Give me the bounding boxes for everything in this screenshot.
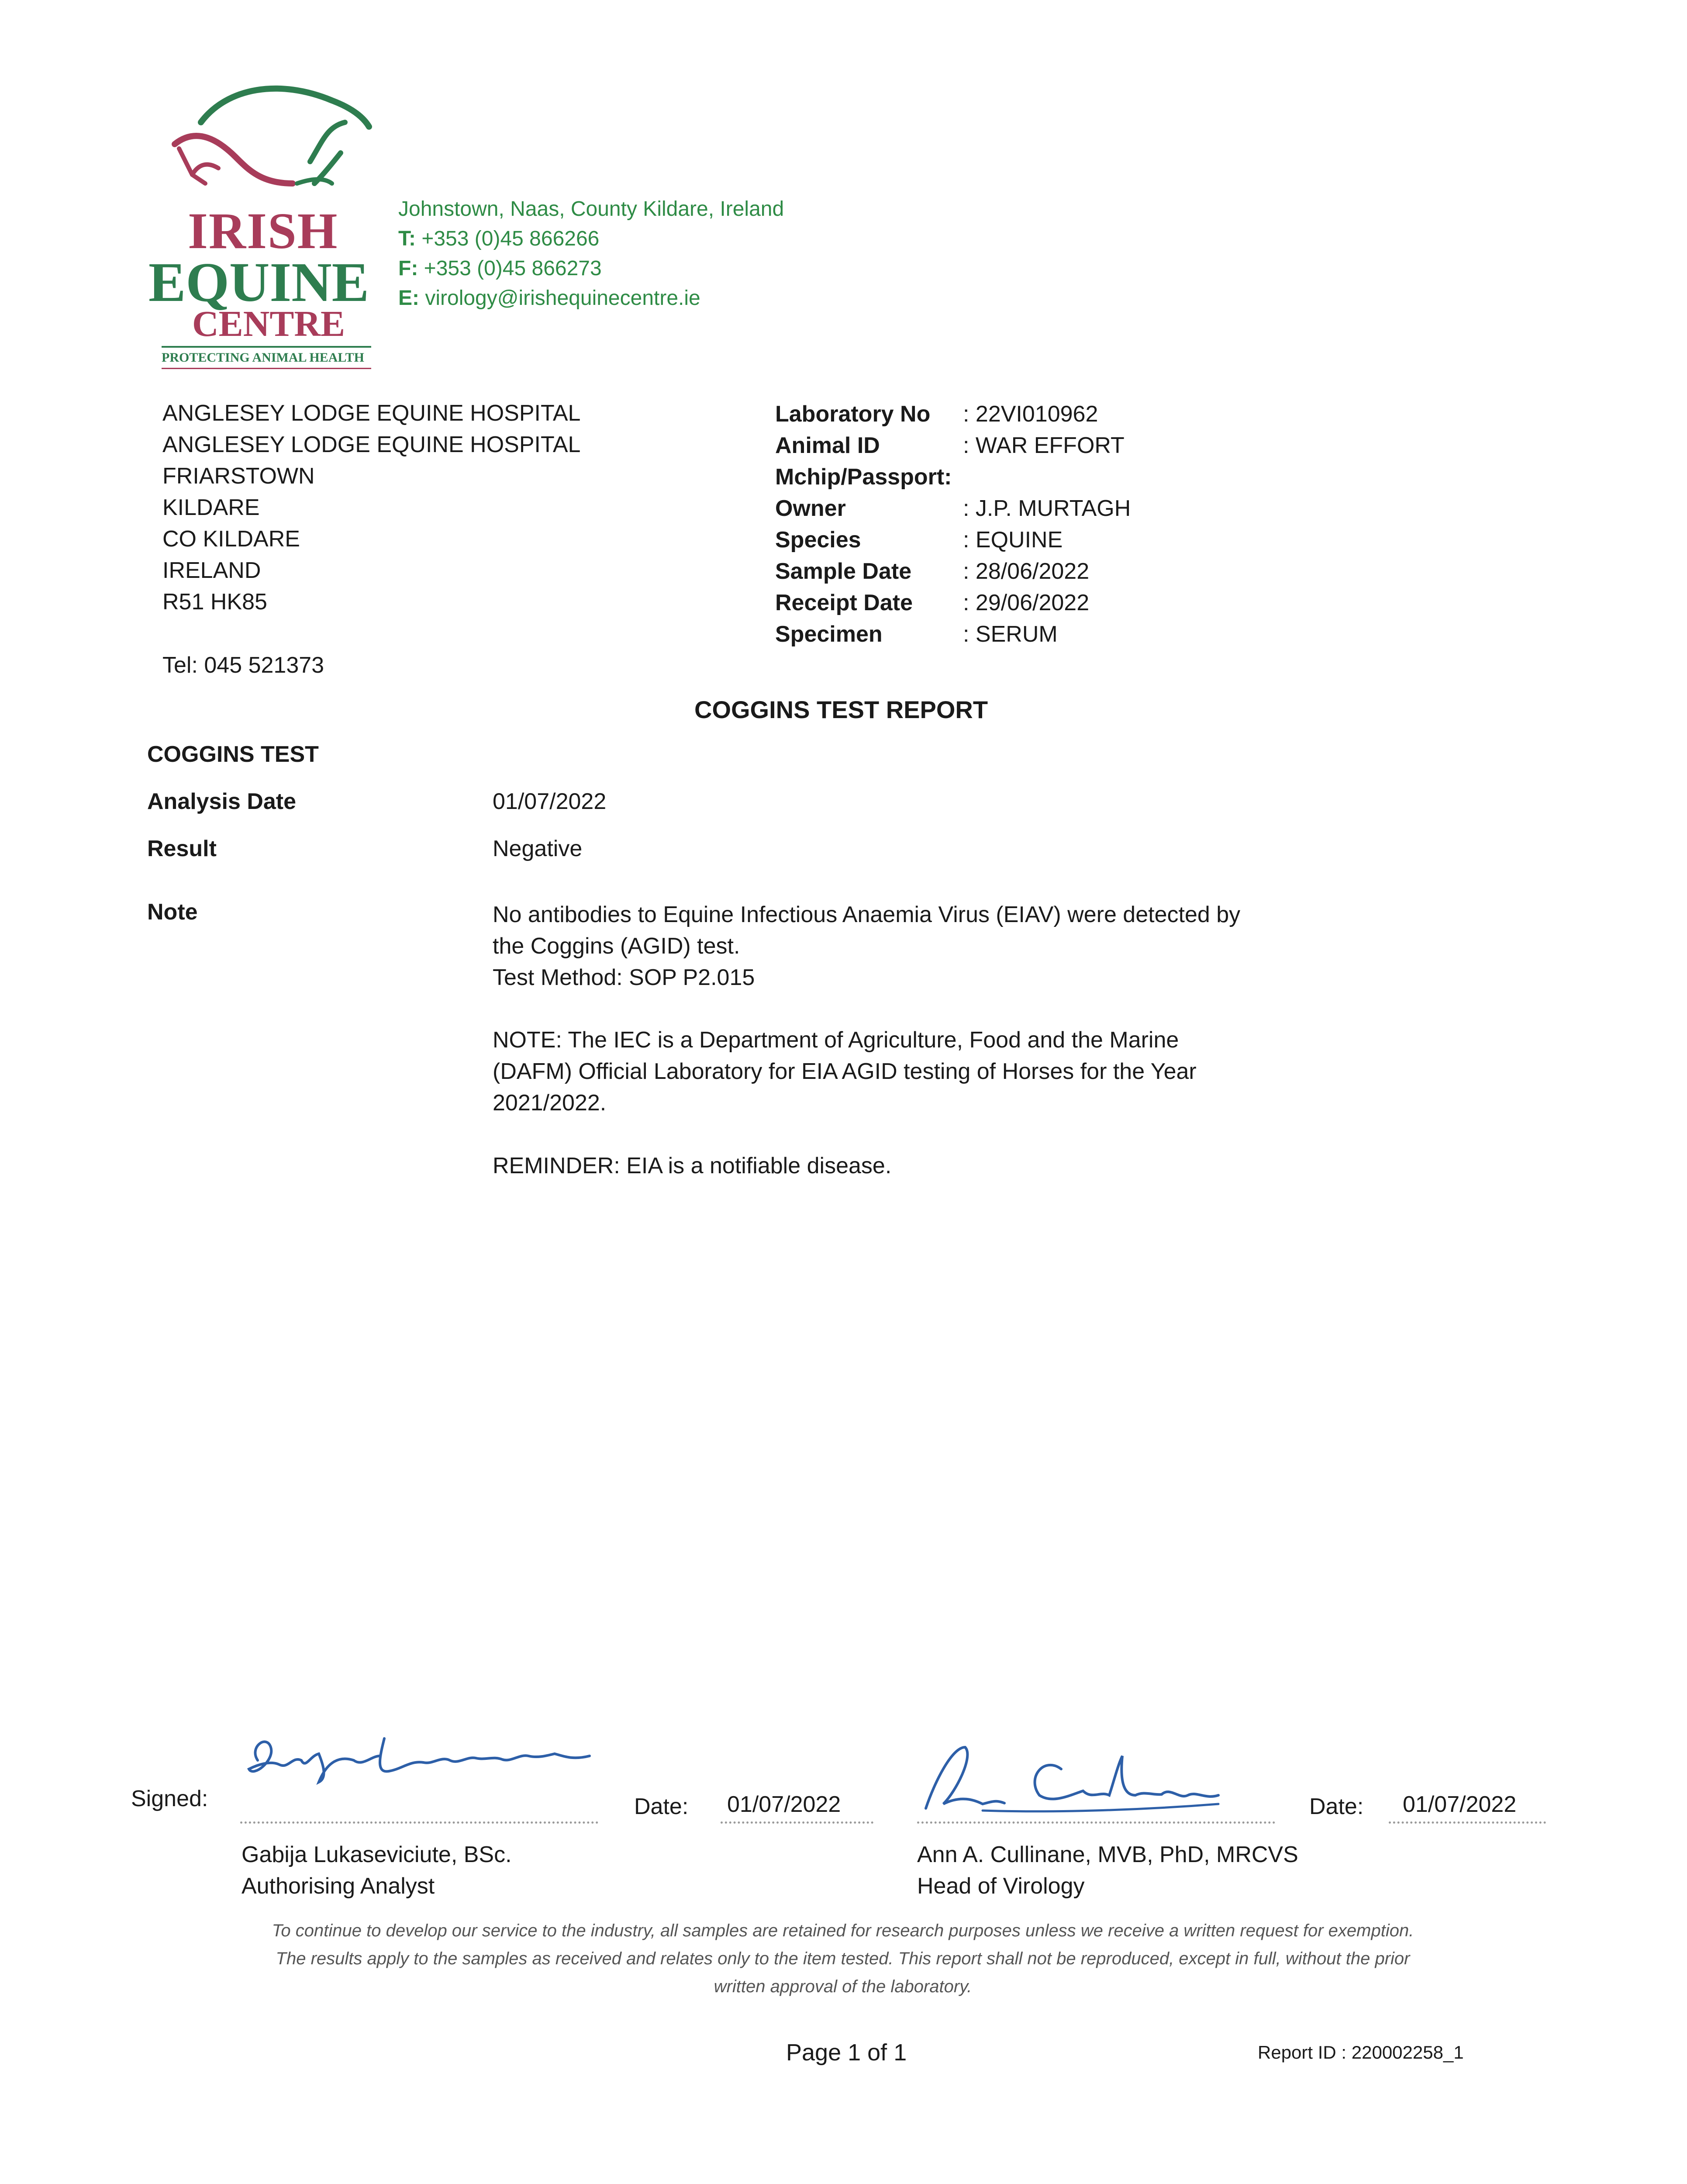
dafm-note-line: (DAFM) Official Laboratory for EIA AGID testing of Horses for the Year <box>493 1059 1197 1084</box>
contact-phone: +353 (0)45 866266 <box>421 227 600 250</box>
note-text <box>493 899 1322 993</box>
sample-row <box>775 432 1256 464</box>
signer-left <box>241 1839 512 1902</box>
footer-line: written approval of the laboratory. <box>714 1977 972 1996</box>
email-label: E: <box>398 287 419 310</box>
recipient-line: FRIARSTOWN <box>162 463 315 489</box>
signature-left-line <box>240 1821 598 1824</box>
report-id: Report ID : 220002258_1 <box>1258 2042 1464 2063</box>
result-label: Result <box>147 836 217 861</box>
recipient-line: KILDARE <box>162 495 260 520</box>
sample-row <box>775 464 1256 495</box>
signer-left-role: Authorising Analyst <box>241 1873 435 1899</box>
recipient-line: ANGLESEY LODGE EQUINE HOSPITAL <box>162 401 581 426</box>
recipient-line: IRELAND <box>162 558 261 583</box>
sample-value: : SERUM <box>963 622 1058 647</box>
sample-row <box>775 401 1256 432</box>
fax-label: F: <box>398 257 418 280</box>
recipient-line: CO KILDARE <box>162 526 300 552</box>
footer-disclaimer <box>166 1917 1520 2001</box>
sample-row <box>775 590 1256 621</box>
sample-row <box>775 527 1256 558</box>
sample-label: Species <box>775 527 861 553</box>
signature-left-scribble <box>240 1730 598 1787</box>
signer-right-role: Head of Virology <box>917 1873 1085 1899</box>
signed-label: Signed: <box>131 1786 208 1811</box>
date-value-right: 01/07/2022 <box>1403 1792 1517 1817</box>
reminder-text: REMINDER: EIA is a notifiable disease. <box>493 1153 892 1178</box>
logo-divider-bottom <box>162 368 371 369</box>
contact-email-row <box>398 283 966 313</box>
sample-value: : J.P. MURTAGH <box>963 496 1131 521</box>
phone-label: T: <box>398 227 416 250</box>
report-title: COGGINS TEST REPORT <box>694 696 988 723</box>
sample-label: Receipt Date <box>775 590 913 615</box>
footer-line: To continue to develop our service to the industry, all samples are retained for research purposes unless we receive a written request for exemption. <box>272 1921 1414 1940</box>
logo-word-centre: CENTRE <box>192 304 345 344</box>
signature-right-line <box>917 1821 1275 1824</box>
date-left-line <box>721 1821 873 1824</box>
note-line: the Coggins (AGID) test. <box>493 933 740 959</box>
sample-row <box>775 621 1256 653</box>
logo-word-irish: IRISH <box>188 202 338 259</box>
signature-right-scribble <box>917 1738 1275 1817</box>
date-label-right: Date: <box>1309 1794 1364 1819</box>
dafm-note-line: NOTE: The IEC is a Department of Agriculture, Food and the Marine <box>493 1027 1179 1053</box>
sample-label: Specimen <box>775 622 883 647</box>
note-line: Test Method: SOP P2.015 <box>493 965 755 990</box>
sample-row <box>775 558 1256 590</box>
contact-fax: +353 (0)45 866273 <box>424 257 602 280</box>
analysis-date-value: 01/07/2022 <box>493 789 607 814</box>
date-value-left: 01/07/2022 <box>727 1792 841 1817</box>
contact-address: Johnstown, Naas, County Kildare, Ireland <box>398 197 784 221</box>
logo-tagline: PROTECTING ANIMAL HEALTH <box>162 350 364 365</box>
contact-phone-row <box>398 224 966 254</box>
sample-label: Laboratory No <box>775 401 931 427</box>
recipient-address <box>162 397 730 618</box>
result-value: Negative <box>493 836 583 861</box>
analysis-date-label: Analysis Date <box>147 789 297 814</box>
sample-value: : 29/06/2022 <box>963 590 1090 615</box>
logo <box>148 74 384 371</box>
footer-line: The results apply to the samples as received and relates only to the item tested. This report shall not be reproduced, except in full, without the prior <box>276 1949 1410 1968</box>
recipient-line: R51 HK85 <box>162 589 267 615</box>
contact-fax-row <box>398 254 966 283</box>
contact-email: virology@irishequinecentre.ie <box>425 287 700 310</box>
recipient-tel: Tel: 045 521373 <box>162 653 324 678</box>
dafm-note <box>493 1024 1322 1119</box>
contact-block <box>398 194 966 313</box>
sample-value: : 28/06/2022 <box>963 559 1090 584</box>
signer-right-name: Ann A. Cullinane, MVB, PhD, MRCVS <box>917 1842 1298 1867</box>
dafm-note-line: 2021/2022. <box>493 1090 607 1116</box>
sample-label: Sample Date <box>775 559 912 584</box>
signer-left-name: Gabija Lukaseviciute, BSc. <box>241 1842 512 1867</box>
date-right-line <box>1389 1821 1546 1824</box>
horse-logo-icon <box>166 74 376 205</box>
signer-right <box>917 1839 1298 1902</box>
note-line: No antibodies to Equine Infectious Anaemia Virus (EIAV) were detected by <box>493 902 1241 927</box>
sample-value: : EQUINE <box>963 527 1063 553</box>
note-label: Note <box>147 899 198 925</box>
sample-label: Animal ID <box>775 433 880 458</box>
date-label-left: Date: <box>634 1794 689 1819</box>
logo-divider <box>162 346 371 348</box>
sample-row <box>775 495 1256 527</box>
recipient-line: ANGLESEY LODGE EQUINE HOSPITAL <box>162 432 581 457</box>
test-heading: COGGINS TEST <box>147 742 319 767</box>
page-number: Page 1 of 1 <box>786 2039 907 2066</box>
signature-left <box>240 1730 598 1787</box>
sample-label: Owner <box>775 496 846 521</box>
signature-right <box>917 1738 1275 1817</box>
sample-label: Mchip/Passport: <box>775 464 952 490</box>
logo-word-equine: EQUINE <box>148 251 369 313</box>
sample-value: : WAR EFFORT <box>963 433 1125 458</box>
sample-value: : 22VI010962 <box>963 401 1098 427</box>
